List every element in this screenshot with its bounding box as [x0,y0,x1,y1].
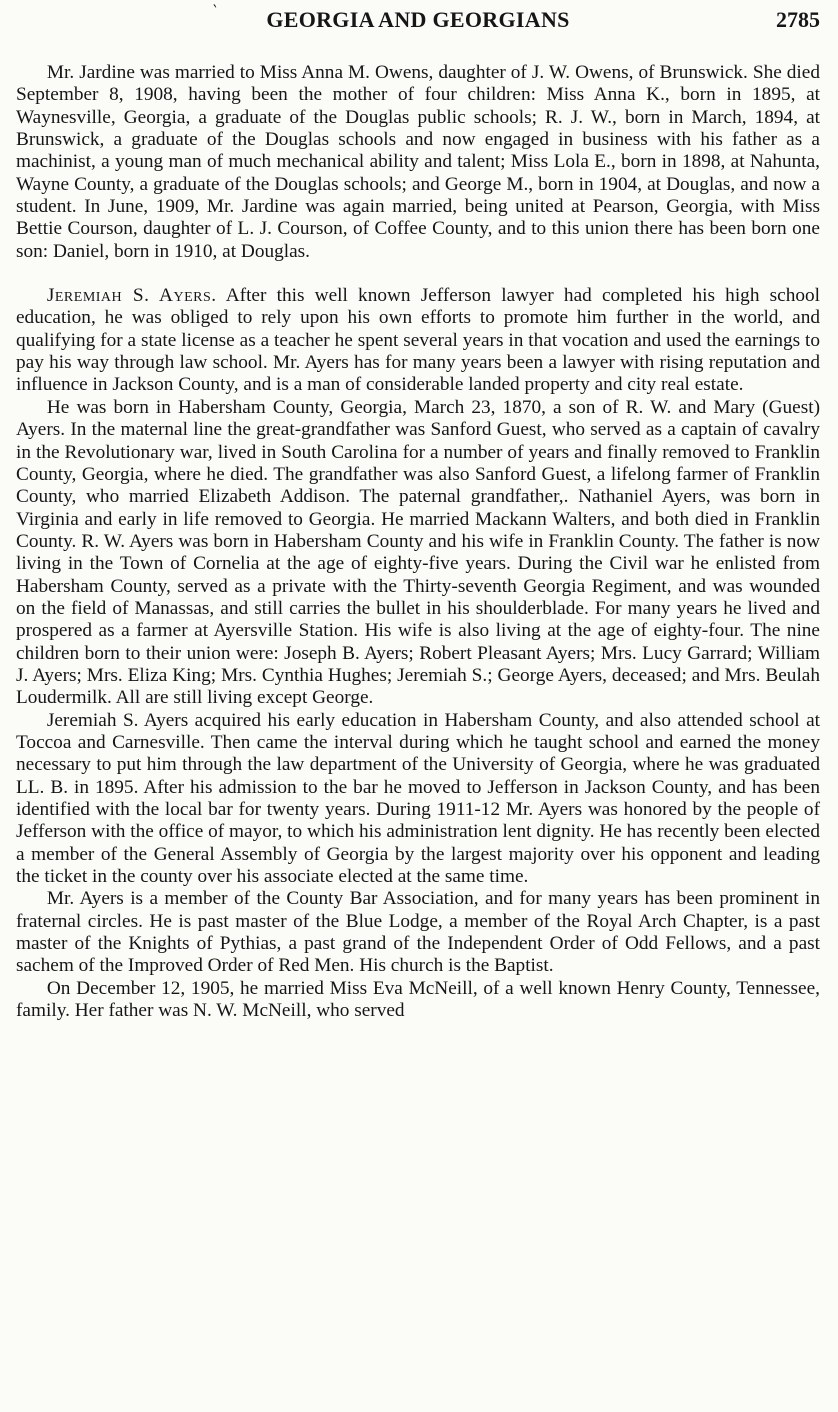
running-title: GEORGIA AND GEORGIANS [266,7,570,32]
page-header [16,7,820,37]
paragraph-ayers-education: Jeremiah S. Ayers acquired his early education in Habersham County, and also attended school at Toccoa and Carnesville. Then came the interval during which he taught school and earned the money necessary to put him through the law department of the University of Georgia, where he was graduated LL. B. in 1895. After his admission to the bar he moved to Jefferson in Jackson County, and has been identified with the local bar for twenty years. During 1911-12 Mr. Ayers was honored by the people of Jefferson with the office of mayor, to which his administration lent dignity. He has recently been elected a member of the General Assembly of Georgia by the largest majority over his opponent and leading the ticket in the county over his associate elected at the same time. [16,709,820,888]
paragraph-ayers-intro-text: After this well known Jefferson lawyer had completed his high school education, he was obliged to rely upon his own efforts to promote him further in the world, and qualifying for a state license as a teacher he spent several years in that vocation and used the earnings to pay his way through law school. Mr. Ayers has for many years been a lawyer with rising reputation and influence in Jackson County, and is a man of considerable landed property and city real estate. [16,285,820,396]
paragraph-jardine-marriage: Mr. Jardine was married to Miss Anna M. Owens, daughter of J. W. Owens, of Brunswick. She died September 8, 1908, having been the mother of four children: Miss Anna K., born in 1895, at Waynesville, Georgia, a graduate of the Douglas public schools; R. J. W., born in March, 1894, at Brunswick, a graduate of the Douglas schools and now engaged in business with his father as a machinist, a young man of much mechanical ability and talent; Miss Lola E., born in 1898, at Nahunta, Wayne County, a graduate of the Douglas schools; and George M., born in 1904, at Douglas, and now a student. In June, 1909, Mr. Jardine was again married, being united at Pearson, Georgia, with Miss Bettie Courson, daughter of L. J. Courson, of Coffee County, and to this union there has been born one son: Daniel, born in 1910, at Douglas. [16,62,820,262]
stray-print-mark: ‵ [213,3,217,20]
paragraph-ayers-intro [16,285,820,397]
biography-subject-name: Jeremiah S. Ayers. [46,285,217,307]
paragraph-ayers-family: He was born in Habersham County, Georgia, March 23, 1870, a son of R. W. and Mary (Guest) Ayers. In the maternal line the great-grandfather was Sanford Guest, who served as a captain of cavalry in the Revolutionary war, lived in South Carolina for a number of years and finally removed to Franklin County, Georgia, where he died. The grandfather was also Sanford Guest, a lifelong farmer of Franklin County, who married Elizabeth Addison. The paternal grandfather,. Nathaniel Ayers, was born in Virginia and early in life removed to Georgia. He married Mackann Walters, and both died in Franklin County. R. W. Ayers was born in Habersham County and his wife in Franklin County. The father is now living in the Town of Cornelia at the age of eighty-five years. During the Civil war he enlisted from Habersham County, served as a private with the Thirty-seventh Georgia Regiment, and was wounded on the field of Manassas, and still carries the bullet in his shoulderblade. For many years he lived and prospered as a farmer at Ayersville Station. His wife is also living at the age of eighty-four. The nine children born to their union were: Joseph B. Ayers; Robert Pleasant Ayers; Mrs. Lucy Garrard; William J. Ayers; Mrs. Eliza King; Mrs. Cynthia Hughes; Jeremiah S.; George Ayers, deceased; and Mrs. Beulah Loudermilk. All are still living except George. [16,396,820,709]
paragraph-ayers-fraternal: Mr. Ayers is a member of the County Bar Association, and for many years has been prominent in fraternal circles. He is past master of the Blue Lodge, a member of the Royal Arch Chapter, is a past master of the Knights of Pythias, a past grand of the Independent Order of Odd Fellows, and a past sachem of the Improved Order of Red Men. His church is the Baptist. [16,888,820,977]
paragraph-ayers-marriage: On December 12, 1905, he married Miss Eva McNeill, of a well known Henry County, Tennessee, family. Her father was N. W. McNeill, who served [16,977,820,1022]
page-number: 2785 [776,7,820,32]
page-body [16,62,820,1022]
